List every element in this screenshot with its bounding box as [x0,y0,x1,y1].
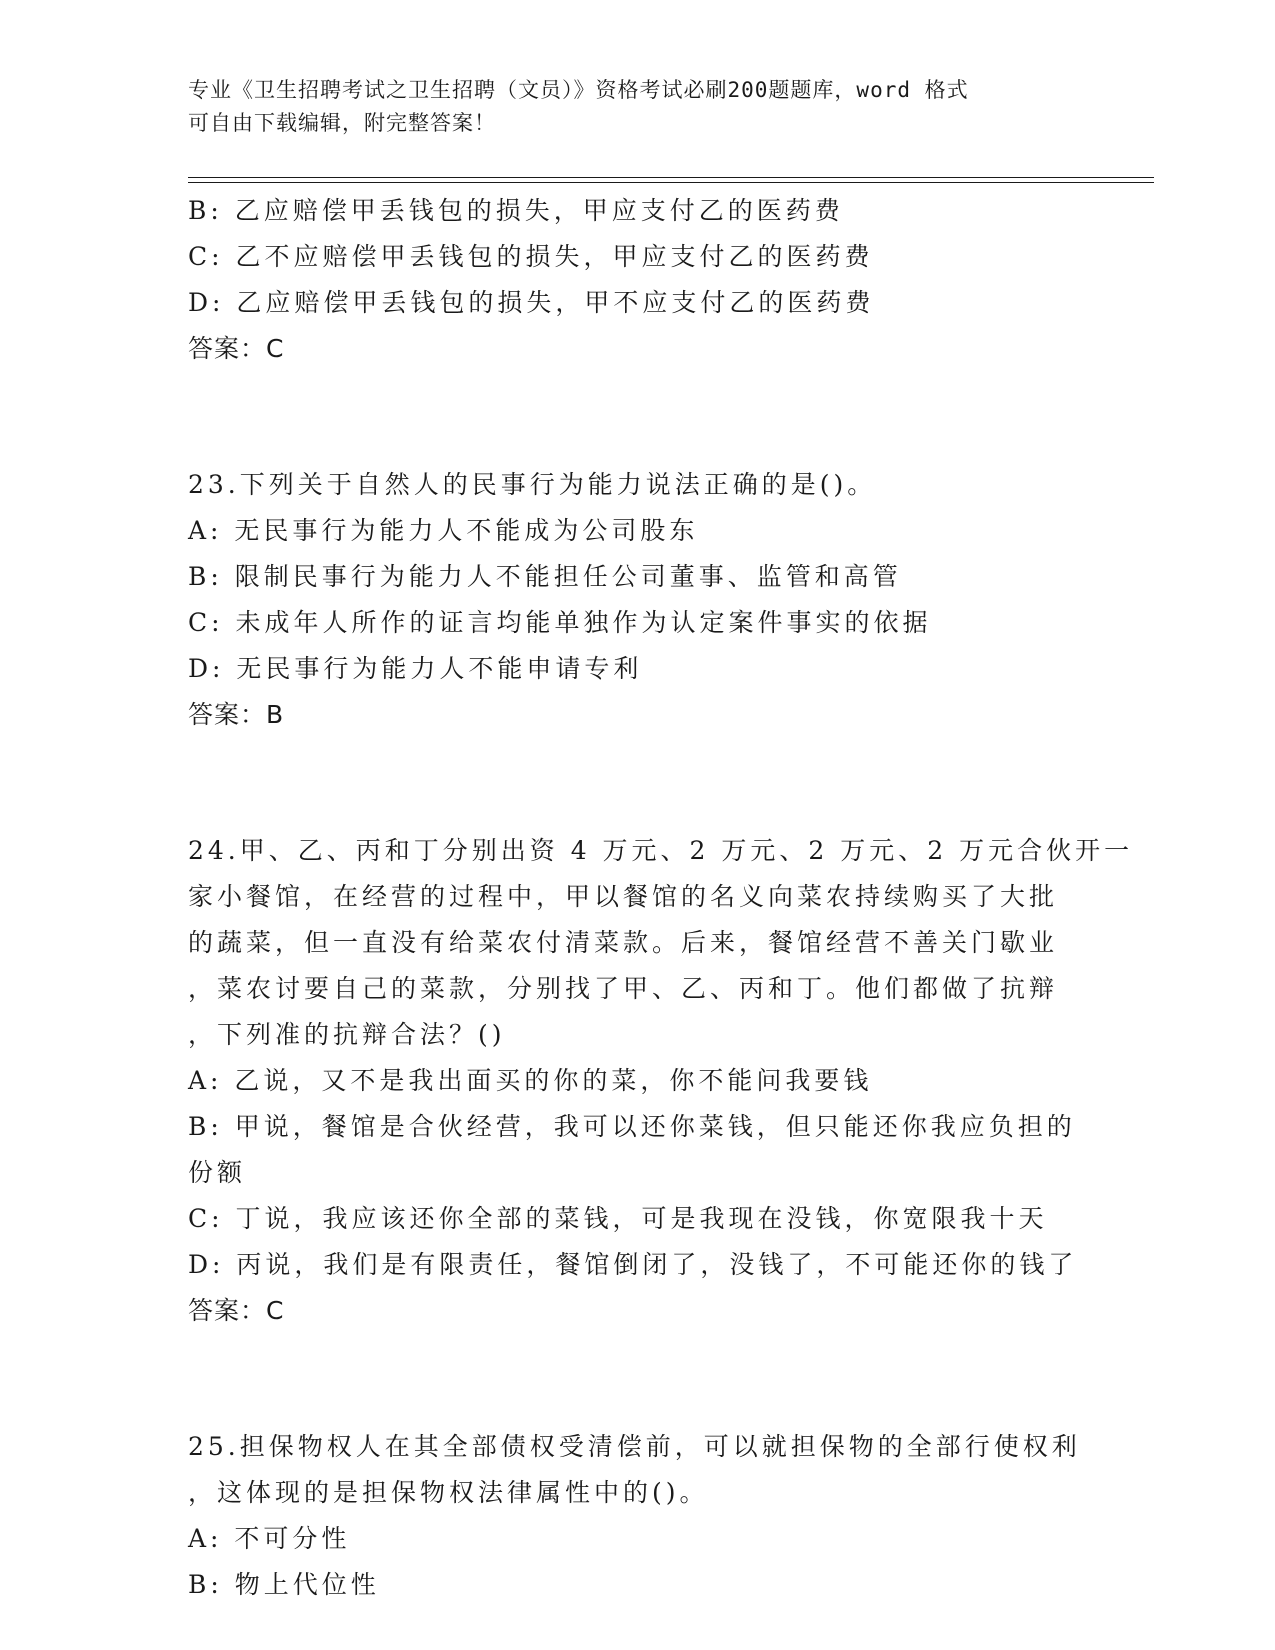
page-header [188,74,1068,140]
q24-option-d: D: 丙说，我们是有限责任，餐馆倒闭了，没钱了，不可能还你的钱了 [188,1250,1078,1279]
q25-stem-line: ，这体现的是担保物权法律属性中的()。 [188,1478,709,1507]
header-title-line-2: 可自由下载编辑，附完整答案！ [188,111,496,135]
question-24 [188,828,1134,1334]
q22-answer: 答案：C [188,334,285,363]
spacer [188,372,1088,462]
q23-option-c: C: 未成年人所作的证言均能单独作为认定案件事实的依据 [188,608,932,637]
header-title-line-1: 专业《卫生招聘考试之卫生招聘（文员）》资格考试必刷200题题库，word 格式 [188,78,969,102]
header-divider-bottom [188,182,1154,183]
q24-stem-line: ，菜农讨要自己的菜款，分别找了甲、乙、丙和丁。他们都做了抗辩 [188,974,1059,1003]
question-22 [188,188,1088,372]
q22-option-b: B: 乙应赔偿甲丢钱包的损失，甲应支付乙的医药费 [188,196,844,225]
q25-option-a: A: 不可分性 [188,1524,351,1553]
spacer [188,738,1088,828]
question-23 [188,462,1088,738]
q23-option-a: A: 无民事行为能力人不能成为公司股东 [188,516,699,545]
spacer [188,1334,1088,1424]
header-divider-top [188,177,1154,178]
q24-answer: 答案：C [188,1296,285,1325]
q24-stem-line: 的蔬菜，但一直没有给菜农付清菜款。后来，餐馆经营不善关门歇业 [188,928,1059,957]
q24-stem-line: 家小餐馆，在经营的过程中，甲以餐馆的名义向菜农持续购买了大批 [188,882,1059,911]
q23-answer: 答案：B [188,700,285,729]
q24-option-b-line: B: 甲说，餐馆是合伙经营，我可以还你菜钱，但只能还你我应负担的 [188,1112,1076,1141]
q24-option-b-line: 份额 [188,1158,247,1187]
q23-stem: 23.下列关于自然人的民事行为能力说法正确的是()。 [188,470,877,499]
q24-stem-line: 24.甲、乙、丙和丁分别出资 4 万元、2 万元、2 万元、2 万元合伙开一 [188,836,1134,865]
q23-option-d: D: 无民事行为能力人不能申请专利 [188,654,643,683]
q24-stem-line: ，下列准的抗辩合法？() [188,1020,506,1049]
question-list [188,188,1134,1608]
q24-option-a: A: 乙说，又不是我出面买的你的菜，你不能问我要钱 [188,1066,873,1095]
question-25 [188,1424,1088,1608]
q23-option-b: B: 限制民事行为能力人不能担任公司董事、监管和高管 [188,562,902,591]
q25-stem-line: 25.担保物权人在其全部债权受清偿前，可以就担保物的全部行使权利 [188,1432,1081,1461]
q25-option-b: B: 物上代位性 [188,1570,380,1599]
q22-option-d: D: 乙应赔偿甲丢钱包的损失，甲不应支付乙的医药费 [188,288,875,317]
q24-option-c: C: 丁说，我应该还你全部的菜钱，可是我现在没钱，你宽限我十天 [188,1204,1048,1233]
q22-option-c: C: 乙不应赔偿甲丢钱包的损失，甲应支付乙的医药费 [188,242,874,271]
